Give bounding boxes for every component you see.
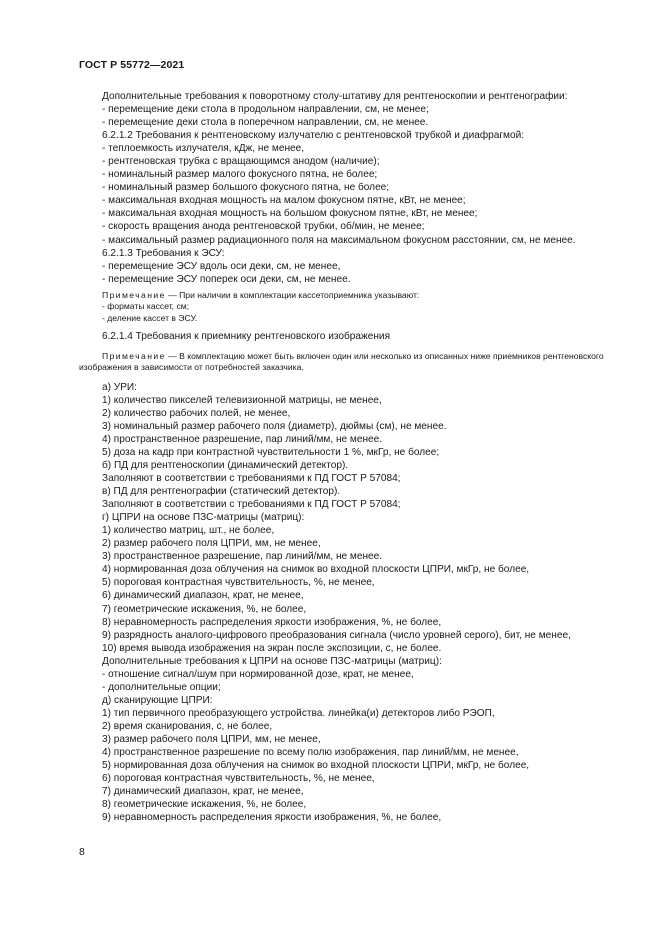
text-line: - перемещение ЭСУ вдоль оси деки, см, не менее,: [102, 260, 341, 272]
text-line: - перемещение ЭСУ поперек оси деки, см, не менее.: [102, 273, 351, 285]
text-line: 1) количество матриц, шт., не более,: [102, 525, 275, 537]
note-label: Примечание: [102, 289, 166, 300]
text-line: - максимальный размер радиационного поля на максимальном фокусном расстоянии, см, не менее.: [102, 234, 576, 246]
text-line: - дополнительные опции;: [102, 681, 221, 693]
text-line: - отношение сигнал/шум при нормированной дозе, крат, не менее,: [102, 668, 414, 680]
text-line: - скорость вращения анода рентгеновской трубки, об/мин, не менее;: [102, 221, 425, 233]
text-line: 6.2.1.3 Требования к ЭСУ:: [102, 247, 225, 259]
text-line: 8) геометрические искажения, %, не более,: [102, 799, 307, 811]
text-line: - перемещение деки стола в поперечном направлении, см, не менее.: [102, 117, 429, 129]
note-label: Примечание: [102, 350, 166, 361]
text-line: Дополнительные требования к поворотному столу-штативу для рентгеноскопии и рентгенографии:: [102, 91, 568, 102]
text-line: - номинальный размер малого фокусного пятна, не более;: [102, 169, 378, 181]
text-line: 2) размер рабочего поля ЦПРИ, мм, не менее,: [102, 538, 321, 550]
text-line: 7) геометрические искажения, %, не более,: [102, 603, 307, 615]
note-cassette: [102, 290, 622, 325]
text-line: - перемещение деки стола в продольном направлении, см, не менее;: [102, 104, 429, 116]
text-line: 10) время вывода изображения на экран после экспозиции, с, не более.: [102, 642, 442, 654]
text-line: 6) динамический диапазон, крат, не менее,: [102, 590, 304, 602]
text-line: 5) доза на кадр при контрастной чувствительности 1 %, мкГр, не более;: [102, 446, 440, 458]
text-line: б) ПД для рентгеноскопии (динамический детектор).: [102, 460, 349, 471]
text-line: 2) количество рабочих полей, не менее,: [102, 407, 291, 419]
text-line: 2) время сканирования, с, не более,: [102, 720, 273, 732]
text-line: 6.2.1.2 Требования к рентгеновскому излучателю с рентгеновской трубкой и диафрагмой:: [102, 130, 525, 142]
text-line: 7) динамический диапазон, крат, не менее,: [102, 786, 304, 798]
text-line: - рентгеновская трубка с вращающимся анодом (наличие);: [102, 156, 380, 168]
text-line: - номинальный размер большого фокусного пятна, не более;: [102, 182, 390, 194]
text-line: 3) номинальный размер рабочего поля (диаметр), дюймы (см), не менее.: [102, 420, 447, 432]
text-line: 4) пространственное разрешение, пар линий/мм, не менее.: [102, 433, 383, 445]
text-line: в) ПД для рентгенографии (статический детектор).: [102, 486, 341, 498]
text-line: - максимальная входная мощность на малом фокусном пятне, кВт, не менее;: [102, 195, 466, 207]
text-line: 5) нормированная доза облучения на снимок во входной плоскости ЦПРИ, мкГр, не более,: [102, 760, 530, 772]
note-receiver: [79, 350, 622, 374]
text-line: д) сканирующие ЦПРИ:: [102, 694, 213, 706]
text-line: 5) пороговая контрастная чувствительность, %, не менее,: [102, 577, 375, 589]
text-line: а) УРИ:: [102, 381, 137, 393]
text-line: 1) тип первичного преобразующего устройства. линейка(и) детекторов либо РЭОП,: [102, 707, 495, 719]
note-item: - форматы кассет, см;: [102, 301, 190, 312]
text-line: 8) неравномерность распределения яркости изображения, %, не более,: [102, 616, 442, 628]
document-body: [79, 90, 622, 824]
text-line: - теплоемкость излучателя, кДж, не менее,: [102, 143, 305, 155]
text-line: 1) количество пикселей телевизионной матрицы, не менее,: [102, 394, 382, 406]
text-line: Дополнительные требования к ЦПРИ на основе ПЗС-матрицы (матриц):: [102, 655, 442, 667]
text-line: - максимальная входная мощность на большом фокусном пятне, кВт, не менее;: [102, 208, 478, 220]
block1: [102, 90, 622, 286]
block2: [102, 381, 622, 825]
text-line: 3) размер рабочего поля ЦПРИ, мм, не менее,: [102, 733, 321, 745]
text-line: г) ЦПРИ на основе ПЗС-матрицы (матриц):: [102, 512, 305, 524]
note-text: — При наличии в комплектации кассетоприемника указывают:: [165, 289, 420, 300]
text-line: Заполняют в соответствии с требованиями к ПД ГОСТ Р 57084;: [102, 473, 401, 485]
document-header: ГОСТ Р 55772—2021: [79, 59, 185, 71]
section-heading: 6.2.1.4 Требования к приемнику рентгеновского изображения: [102, 331, 391, 343]
text-line: 3) пространственное разрешение, пар линий/мм, не менее.: [102, 551, 383, 563]
note-item: - деление кассет в ЭСУ.: [102, 312, 198, 323]
text-line: 6) пороговая контрастная чувствительность, %, не менее,: [102, 773, 375, 785]
page-number: 8: [79, 846, 85, 858]
text-line: 4) пространственное разрешение по всему полю изображения, пар линий/мм, не менее,: [102, 747, 519, 759]
text-line: 4) нормированная доза облучения на снимок во входной плоскости ЦПРИ, мкГр, не более,: [102, 564, 530, 576]
text-line: Заполняют в соответствии с требованиями к ПД ГОСТ Р 57084;: [102, 499, 401, 511]
note-text: — В комплектацию может быть включен один или несколько из описанных ниже приемников рентгеновского изображения в зависимости от потребностей заказчика.: [79, 350, 604, 373]
text-line: 9) разрядность аналого-цифрового преобразования сигнала (число уровней серого), бит, не менее,: [102, 629, 571, 641]
text-line: 9) неравномерность распределения яркости изображения, %, не более,: [102, 812, 442, 824]
